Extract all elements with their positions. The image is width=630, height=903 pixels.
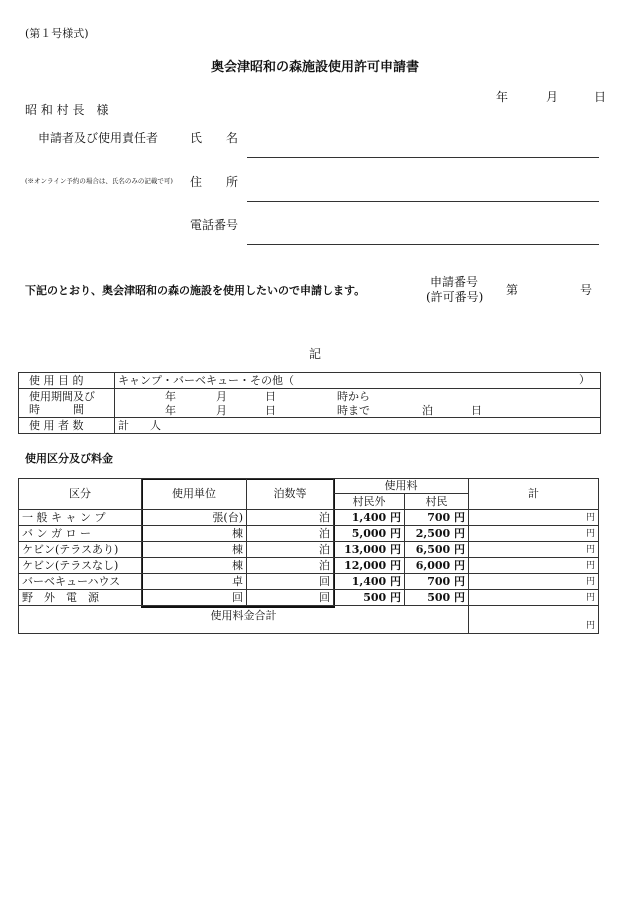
fee-category: 一 般 キ ャ ン プ: [19, 510, 142, 526]
fee-per[interactable]: 泊: [247, 542, 334, 558]
fee-per[interactable]: 回: [247, 574, 334, 590]
fee-row: [19, 542, 599, 558]
application-number-label: 申請番号: [430, 275, 479, 289]
purpose-label: 使 用 目 的: [19, 373, 115, 389]
header-fee: 使用料: [334, 479, 469, 494]
usage-table: [18, 372, 601, 434]
fee-unit: 張(台): [142, 510, 247, 526]
fee-unit: 棟: [142, 542, 247, 558]
fee-subtotal[interactable]: 円: [469, 510, 599, 526]
fee-unit: 棟: [142, 558, 247, 574]
purpose-cell[interactable]: [115, 373, 601, 389]
fee-category: ケビン(テラスなし): [19, 558, 142, 574]
fee-row: [19, 558, 599, 574]
period-year-1: 年: [165, 390, 176, 403]
fee-non-resident: 500 円: [334, 590, 405, 606]
purpose-close: ）: [579, 373, 590, 386]
header-unit: 使用単位: [142, 479, 247, 510]
period-day-2: 日: [265, 404, 276, 417]
fee-per[interactable]: 回: [247, 590, 334, 606]
fee-non-resident: 13,000 円: [334, 542, 405, 558]
fee-category: バ ン ガ ロ ー: [19, 526, 142, 542]
fee-resident: 2,500 円: [405, 526, 469, 542]
purpose-value: キャンプ・バーベキュー・その他（: [118, 373, 294, 387]
period-nights: 泊: [422, 404, 433, 417]
grand-total-label: 使用料金合計: [19, 606, 469, 634]
period-nights-day: 日: [471, 404, 482, 417]
fee-resident: 700 円: [405, 574, 469, 590]
address-field[interactable]: [247, 201, 599, 202]
fee-row: [19, 510, 599, 526]
date-month-label: 月: [546, 90, 559, 104]
fee-category: 野 外 電 源: [19, 590, 142, 606]
header-category: 区分: [19, 479, 142, 510]
fee-table: [18, 478, 599, 634]
ki-heading: 記: [309, 347, 322, 361]
fee-per[interactable]: 泊: [247, 526, 334, 542]
grand-total-value[interactable]: 円: [469, 606, 599, 634]
fee-resident: 500 円: [405, 590, 469, 606]
fee-unit: 回: [142, 590, 247, 606]
addressee: 昭 和 村 長 様: [25, 103, 109, 117]
applicant-role-label: 申請者及び使用責任者: [38, 131, 159, 145]
period-label: [19, 389, 115, 418]
period-until: 時まで: [337, 404, 370, 417]
purpose-row: [19, 373, 601, 389]
header-nights: 泊数等: [247, 479, 334, 510]
fee-subtotal[interactable]: 円: [469, 590, 599, 606]
fee-per[interactable]: 泊: [247, 558, 334, 574]
fee-non-resident: 1,400 円: [334, 574, 405, 590]
address-label: 住 所: [190, 175, 239, 189]
fee-row: [19, 526, 599, 542]
users-cell[interactable]: [115, 418, 601, 434]
period-month-1: 月: [216, 390, 227, 403]
grand-total-row: [19, 606, 599, 634]
date-day-label: 日: [594, 90, 607, 104]
users-row: [19, 418, 601, 434]
phone-label: 電話番号: [190, 218, 239, 232]
users-unit: 人: [150, 418, 161, 432]
period-cell[interactable]: [115, 389, 601, 418]
header-non-resident: 村民外: [334, 494, 405, 510]
fee-subtotal[interactable]: 円: [469, 574, 599, 590]
request-statement: 下記のとおり、奥会津昭和の森の施設を使用したいので申請します。: [25, 284, 366, 297]
online-note: (※オンライン予約の場合は、氏名のみの記載で可): [25, 177, 173, 185]
fee-unit: 卓: [142, 574, 247, 590]
name-label: 氏 名: [190, 131, 239, 145]
fee-resident: 700 円: [405, 510, 469, 526]
fee-category: バーベキューハウス: [19, 574, 142, 590]
period-label-line2: 時 間: [29, 403, 84, 416]
fee-row: [19, 590, 599, 606]
header-total: 計: [469, 479, 599, 510]
fees-section-title: 使用区分及び料金: [25, 452, 113, 465]
fee-subtotal[interactable]: 円: [469, 558, 599, 574]
fee-subtotal[interactable]: 円: [469, 526, 599, 542]
period-month-2: 月: [216, 404, 227, 417]
period-from: 時から: [337, 390, 370, 403]
form-number: (第１号様式): [25, 27, 89, 40]
fee-per[interactable]: 泊: [247, 510, 334, 526]
name-field[interactable]: [247, 157, 599, 158]
phone-field[interactable]: [247, 244, 599, 245]
fee-non-resident: 12,000 円: [334, 558, 405, 574]
fee-subtotal[interactable]: 円: [469, 542, 599, 558]
date-year-label: 年: [496, 90, 509, 104]
fee-non-resident: 5,000 円: [334, 526, 405, 542]
users-label: 使 用 者 数: [19, 418, 115, 434]
fee-header-row: [19, 479, 599, 494]
period-row: [19, 389, 601, 418]
number-suffix: 号: [580, 283, 593, 297]
fee-non-resident: 1,400 円: [334, 510, 405, 526]
fee-unit: 棟: [142, 526, 247, 542]
fee-resident: 6,500 円: [405, 542, 469, 558]
page-title: 奥会津昭和の森施設使用許可申請書: [210, 60, 419, 75]
fee-row: [19, 574, 599, 590]
period-label-line1: 使用期間及び: [29, 390, 95, 403]
fee-category: ケビン(テラスあり): [19, 542, 142, 558]
header-resident: 村民: [405, 494, 469, 510]
fee-resident: 6,000 円: [405, 558, 469, 574]
number-prefix: 第: [506, 283, 519, 297]
period-day-1: 日: [265, 390, 276, 403]
users-total-label: 計: [118, 418, 129, 432]
period-year-2: 年: [165, 404, 176, 417]
permit-number-label: (許可番号): [426, 290, 484, 304]
